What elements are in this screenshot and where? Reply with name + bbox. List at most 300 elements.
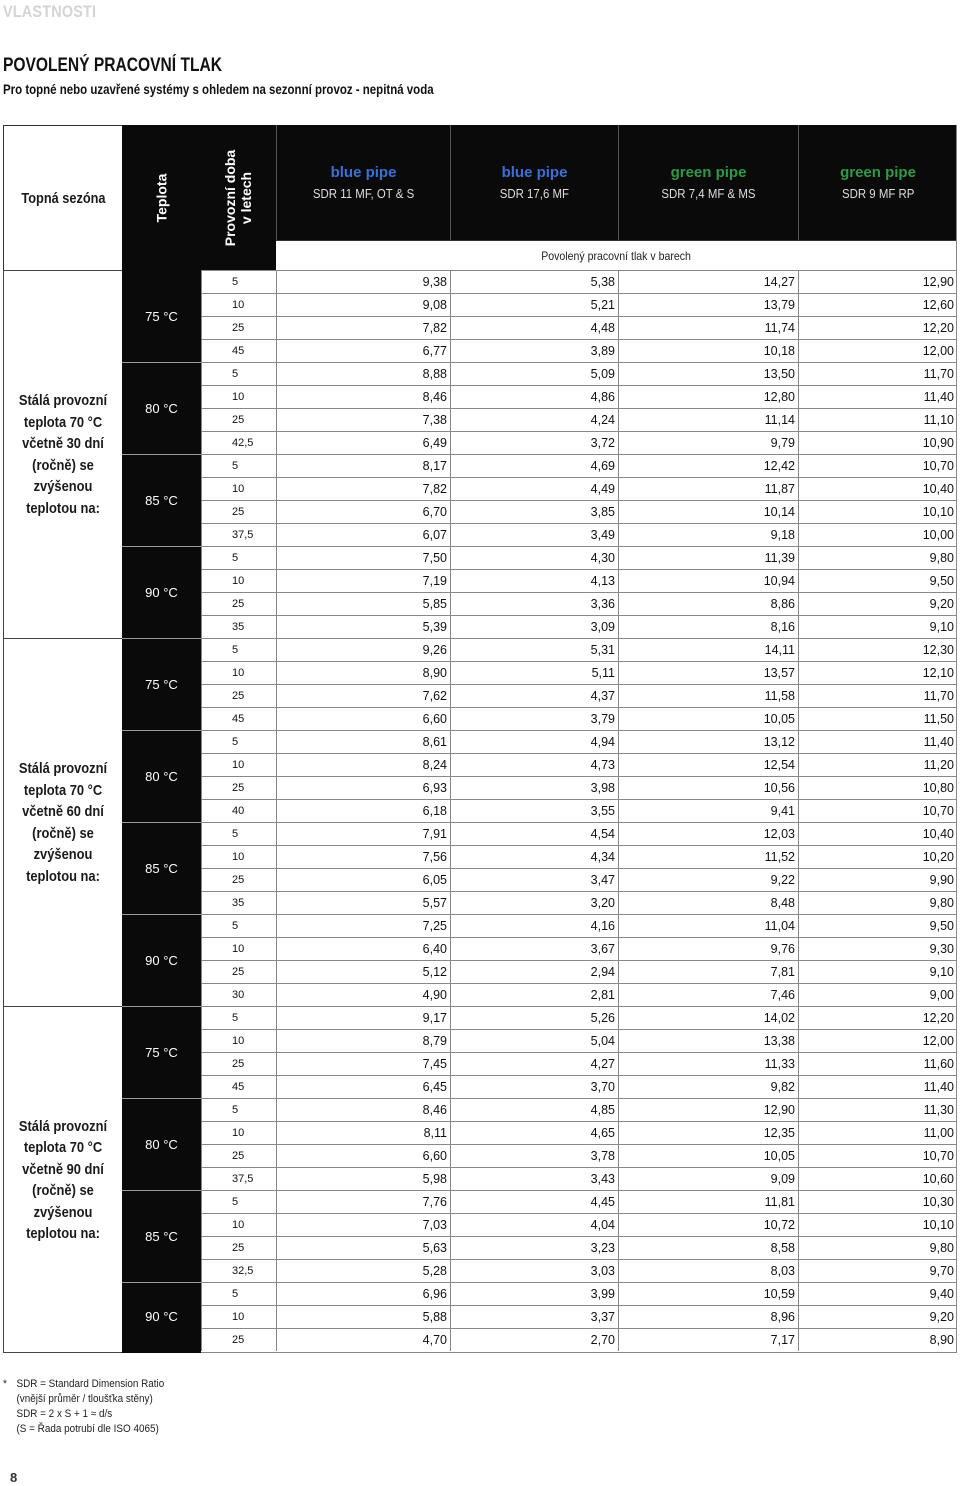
temperature-header: Teplota [122,125,201,270]
pressure-cell: 3,20 [450,892,618,914]
years-cell: 25 [201,501,276,523]
table-row [201,684,957,707]
table-row [201,1006,957,1029]
pipe-header-4 [798,125,957,240]
pressure-cell: 11,87 [618,478,798,500]
pressure-cell: 11,00 [798,1122,957,1144]
temperature-cell: 80 °C [145,1136,178,1152]
years-cell: 45 [201,340,276,362]
temperature-cell: 90 °C [145,584,178,600]
table-row [201,546,957,569]
pressure-cell: 4,65 [450,1122,618,1144]
table-row [201,822,957,845]
years-cell: 5 [201,1191,276,1213]
pressure-cell: 4,24 [450,409,618,431]
table-row [201,1213,957,1236]
pressure-cell: 3,67 [450,938,618,960]
years-cell: 5 [201,363,276,385]
years-cell: 5 [201,271,276,293]
pressure-cell: 11,30 [798,1099,957,1121]
pressure-cell: 5,38 [450,271,618,293]
pressure-cell: 4,27 [450,1053,618,1075]
table-row [201,1121,957,1144]
pressure-cell: 2,94 [450,961,618,983]
pressure-cell: 4,16 [450,915,618,937]
pressure-cell: 12,20 [798,317,957,339]
temperature-cell: 80 °C [145,768,178,784]
pressure-cell: 4,04 [450,1214,618,1236]
pressure-cell: 9,70 [798,1260,957,1282]
years-cell: 45 [201,1076,276,1098]
pressure-cell: 6,40 [276,938,450,960]
pressure-cell: 10,05 [618,1145,798,1167]
pressure-cell: 6,07 [276,524,450,546]
pressure-cell: 10,60 [798,1168,957,1190]
pressure-cell: 5,11 [450,662,618,684]
years-cell: 25 [201,593,276,615]
pressure-cell: 9,76 [618,938,798,960]
pressure-cell: 11,40 [798,1076,957,1098]
temperature-cell: 80 °C [145,400,178,416]
years-cell: 5 [201,455,276,477]
table-row [201,592,957,615]
pressure-cell: 4,34 [450,846,618,868]
pressure-cell: 4,70 [276,1329,450,1351]
pressure-cell: 9,80 [798,892,957,914]
pressure-cell: 6,45 [276,1076,450,1098]
pressure-cell: 6,05 [276,869,450,891]
pressure-cell: 3,85 [450,501,618,523]
page-subtitle: Pro topné nebo uzavřené systémy s ohledem na sezonní provoz - nepitná voda [3,81,434,97]
years-cell: 5 [201,1099,276,1121]
table-row [201,523,957,546]
pressure-cell: 3,23 [450,1237,618,1259]
pressure-cell: 13,50 [618,363,798,385]
pressure-cell: 11,60 [798,1053,957,1075]
pressure-cell: 13,79 [618,294,798,316]
pipe-name: green pipe [670,164,747,181]
pressure-cell: 9,26 [276,639,450,661]
pressure-cell: 4,69 [450,455,618,477]
pressure-cell: 11,58 [618,685,798,707]
table-row [201,270,957,293]
pressure-cell: 9,20 [798,593,957,615]
pressure-cell: 9,18 [618,524,798,546]
pressure-cell: 12,90 [618,1099,798,1121]
years-cell: 5 [201,731,276,753]
pressure-cell: 10,70 [798,455,957,477]
pressure-cell: 11,52 [618,846,798,868]
pressure-cell: 4,94 [450,731,618,753]
pressure-cell: 5,28 [276,1260,450,1282]
pressure-cell: 10,90 [798,432,957,454]
table-row [201,339,957,362]
pressure-cell: 3,55 [450,800,618,822]
table-row [201,1236,957,1259]
years-cell: 25 [201,1329,276,1351]
temperature-separator [122,546,201,547]
pressure-cell: 11,40 [798,386,957,408]
pressure-cell: 3,89 [450,340,618,362]
footnote-line: (vnější průměr / tloušťka stěny) [16,1393,153,1405]
years-cell: 42,5 [201,432,276,454]
temperature-cell: 85 °C [145,492,178,508]
years-cell: 5 [201,639,276,661]
table-row [201,1167,957,1190]
pressure-cell: 8,03 [618,1260,798,1282]
years-cell: 10 [201,662,276,684]
table-row [201,1075,957,1098]
pressure-cell: 8,17 [276,455,450,477]
season-group-90-days: Stálá provozní teplota 70 °C včetně 90 dní (ročně) se zvýšenou teplotou na: [3,1006,122,1353]
pressure-cell: 12,60 [798,294,957,316]
table-row [201,615,957,638]
pressure-cell: 14,02 [618,1007,798,1029]
pressure-cell: 3,36 [450,593,618,615]
years-cell: 32,5 [201,1260,276,1282]
pipe-sdr: SDR 9 MF RP [841,186,915,201]
pressure-cell: 10,10 [798,501,957,523]
pressure-cell: 5,39 [276,616,450,638]
pressure-cell: 3,03 [450,1260,618,1282]
pressure-cell: 10,80 [798,777,957,799]
table-row [201,293,957,316]
pressure-cell: 5,98 [276,1168,450,1190]
pressure-cell: 12,20 [798,1007,957,1029]
pressure-cell: 4,30 [450,547,618,569]
pressure-cell: 2,70 [450,1329,618,1351]
pipe-sdr: SDR 17,6 MF [499,186,570,201]
table-row [201,776,957,799]
pressure-cell: 11,74 [618,317,798,339]
pressure-cell: 7,19 [276,570,450,592]
pressure-cell: 7,25 [276,915,450,937]
years-cell: 40 [201,800,276,822]
pressure-cell: 12,03 [618,823,798,845]
table-row [201,730,957,753]
years-cell: 10 [201,846,276,868]
temperature-separator [122,1006,201,1007]
page-number: 8 [10,1470,18,1485]
temperature-separator [122,638,201,639]
pressure-cell: 3,79 [450,708,618,730]
table-row [201,661,957,684]
pressure-cell: 7,81 [618,961,798,983]
years-cell: 10 [201,294,276,316]
pressure-cell: 9,50 [798,915,957,937]
pressure-cell: 12,35 [618,1122,798,1144]
pressure-cell: 12,42 [618,455,798,477]
pressure-cell: 8,24 [276,754,450,776]
years-cell: 37,5 [201,524,276,546]
table-row [201,960,957,983]
pressure-cell: 3,72 [450,432,618,454]
pressure-unit-label: Povolený pracovní tlak v barech [276,240,957,271]
pressure-cell: 3,43 [450,1168,618,1190]
pressure-cell: 6,96 [276,1283,450,1305]
years-cell: 37,5 [201,1168,276,1190]
temperature-separator [122,730,201,731]
pressure-cell: 4,48 [450,317,618,339]
pressure-cell: 10,00 [798,524,957,546]
footnote-line: SDR = 2 x S + 1 ≈ d/s [16,1408,113,1420]
section-label: VLASTNOSTI [3,2,97,21]
years-cell: 35 [201,616,276,638]
table-row [201,914,957,937]
pressure-cell: 8,48 [618,892,798,914]
pressure-cell: 9,41 [618,800,798,822]
pressure-cell: 9,20 [798,1306,957,1328]
pressure-cell: 4,45 [450,1191,618,1213]
table-row [201,937,957,960]
temperature-cell: 85 °C [145,860,178,876]
pressure-cell: 13,57 [618,662,798,684]
pressure-cell: 8,86 [618,593,798,615]
pressure-cell: 7,76 [276,1191,450,1213]
temperature-cell: 75 °C [145,676,178,692]
table-row [201,362,957,385]
pressure-cell: 7,45 [276,1053,450,1075]
years-cell: 25 [201,777,276,799]
pressure-cell: 5,63 [276,1237,450,1259]
pressure-cell: 9,38 [276,271,450,293]
pressure-cell: 6,49 [276,432,450,454]
years-cell: 25 [201,685,276,707]
table-row [201,408,957,431]
pressure-cell: 8,90 [276,662,450,684]
table-row [201,1282,957,1305]
pressure-cell: 9,50 [798,570,957,592]
pressure-cell: 10,40 [798,478,957,500]
pressure-cell: 4,73 [450,754,618,776]
table-row [201,707,957,730]
table-row [201,983,957,1006]
years-cell: 10 [201,754,276,776]
pressure-cell: 10,40 [798,823,957,845]
years-cell: 25 [201,1053,276,1075]
table-row [201,845,957,868]
pressure-cell: 10,94 [618,570,798,592]
pressure-cell: 9,80 [798,1237,957,1259]
years-cell: 10 [201,570,276,592]
table-row [201,1052,957,1075]
table-row [201,1190,957,1213]
pressure-cell: 12,80 [618,386,798,408]
pressure-cell: 3,09 [450,616,618,638]
pressure-cell: 11,33 [618,1053,798,1075]
pressure-cell: 3,49 [450,524,618,546]
pressure-cell: 12,10 [798,662,957,684]
pressure-cell: 4,13 [450,570,618,592]
pressure-cell: 7,56 [276,846,450,868]
years-cell: 10 [201,938,276,960]
pressure-cell: 13,38 [618,1030,798,1052]
pressure-cell: 10,56 [618,777,798,799]
years-cell: 25 [201,869,276,891]
years-cell: 10 [201,1030,276,1052]
table-row [201,316,957,339]
pressure-cell: 9,10 [798,616,957,638]
pressure-cell: 9,90 [798,869,957,891]
pressure-cell: 10,70 [798,1145,957,1167]
pressure-cell: 4,85 [450,1099,618,1121]
pressure-cell: 8,46 [276,386,450,408]
years-cell: 25 [201,961,276,983]
pressure-cell: 11,39 [618,547,798,569]
pressure-cell: 7,62 [276,685,450,707]
pressure-cell: 7,91 [276,823,450,845]
pressure-cell: 3,47 [450,869,618,891]
pressure-cell: 11,14 [618,409,798,431]
years-cell: 5 [201,823,276,845]
table-row [201,454,957,477]
season-group-30-days: Stálá provozní teplota 70 °C včetně 30 dní (ročně) se zvýšenou teplotou na: [3,270,122,638]
pressure-cell: 5,26 [450,1007,618,1029]
years-cell: 25 [201,1145,276,1167]
pressure-cell: 7,82 [276,317,450,339]
temperature-cell: 85 °C [145,1228,178,1244]
years-cell: 10 [201,1306,276,1328]
pressure-cell: 2,81 [450,984,618,1006]
pressure-cell: 10,14 [618,501,798,523]
table-row [201,477,957,500]
pressure-cell: 9,10 [798,961,957,983]
pressure-cell: 7,46 [618,984,798,1006]
pressure-cell: 7,03 [276,1214,450,1236]
pressure-cell: 8,90 [798,1329,957,1351]
temperature-cell: 75 °C [145,308,178,324]
pipe-sdr: SDR 7,4 MF & MS [661,186,756,201]
temperature-separator [122,1190,201,1191]
table-row [201,868,957,891]
pressure-cell: 5,85 [276,593,450,615]
pressure-cell: 6,70 [276,501,450,523]
pipe-header-2 [450,125,618,240]
table-row [201,1259,957,1282]
table-row [201,1305,957,1328]
pressure-cell: 8,46 [276,1099,450,1121]
pipe-header-1 [276,125,450,240]
pressure-cell: 5,04 [450,1030,618,1052]
years-cell: 25 [201,317,276,339]
temperature-cell: 90 °C [145,1309,178,1324]
table-row [201,753,957,776]
pressure-cell: 10,10 [798,1214,957,1236]
pipe-sdr: SDR 11 MF, OT & S [312,186,415,201]
pressure-cell: 11,81 [618,1191,798,1213]
table-row [201,500,957,523]
pressure-cell: 9,00 [798,984,957,1006]
pressure-cell: 7,82 [276,478,450,500]
pipe-name: green pipe [840,164,916,181]
service-years-header: Provozní doba v letech [201,125,276,270]
pressure-cell: 4,86 [450,386,618,408]
pressure-cell: 11,70 [798,363,957,385]
pressure-cell: 5,09 [450,363,618,385]
pressure-cell: 12,30 [798,639,957,661]
pressure-cell: 7,38 [276,409,450,431]
pipe-name: blue pipe [330,164,397,181]
pressure-cell: 5,88 [276,1306,450,1328]
years-cell: 10 [201,478,276,500]
footnote-marker: * [3,1378,7,1390]
years-cell: 30 [201,984,276,1006]
table-row [201,1029,957,1052]
years-cell: 5 [201,915,276,937]
pressure-cell: 10,70 [798,800,957,822]
pressure-cell: 9,09 [618,1168,798,1190]
pressure-cell: 8,58 [618,1237,798,1259]
pressure-cell: 12,54 [618,754,798,776]
table-row [201,1144,957,1167]
temperature-cell: 90 °C [145,952,178,968]
years-cell: 5 [201,1283,276,1305]
pressure-cell: 9,17 [276,1007,450,1029]
pressure-cell: 4,37 [450,685,618,707]
pressure-cell: 5,31 [450,639,618,661]
pressure-cell: 9,30 [798,938,957,960]
table-border [956,125,957,1353]
pressure-cell: 8,11 [276,1122,450,1144]
pressure-cell: 10,20 [798,846,957,868]
table-row [201,385,957,408]
pressure-cell: 11,20 [798,754,957,776]
pressure-cell: 10,72 [618,1214,798,1236]
pressure-cell: 8,88 [276,363,450,385]
pressure-cell: 14,27 [618,271,798,293]
footnote [3,1377,182,1437]
years-cell: 5 [201,1007,276,1029]
table-row [201,799,957,822]
pressure-cell: 12,00 [798,1030,957,1052]
pressure-cell: 5,57 [276,892,450,914]
pressure-cell: 3,98 [450,777,618,799]
table-border [201,1352,957,1353]
years-cell: 10 [201,1214,276,1236]
temperature-cell: 75 °C [145,1044,178,1060]
pressure-cell: 12,90 [798,271,957,293]
pressure-cell: 7,17 [618,1329,798,1351]
pressure-cell: 6,93 [276,777,450,799]
pressure-cell: 9,82 [618,1076,798,1098]
pressure-cell: 5,12 [276,961,450,983]
years-cell: 45 [201,708,276,730]
pressure-cell: 8,16 [618,616,798,638]
pressure-cell: 7,50 [276,547,450,569]
temperature-separator [122,822,201,823]
footnote-line: (S = Řada potrubí dle ISO 4065) [16,1423,159,1435]
pressure-cell: 8,79 [276,1030,450,1052]
years-cell: 25 [201,409,276,431]
temperature-separator [122,914,201,915]
pressure-cell: 8,96 [618,1306,798,1328]
pressure-cell: 12,00 [798,340,957,362]
years-cell: 35 [201,892,276,914]
years-cell: 10 [201,1122,276,1144]
pressure-cell: 11,70 [798,685,957,707]
pressure-cell: 5,21 [450,294,618,316]
pressure-cell: 11,40 [798,731,957,753]
pressure-cell: 6,18 [276,800,450,822]
pressure-cell: 6,60 [276,708,450,730]
footnote-line: SDR = Standard Dimension Ratio [16,1378,165,1390]
table-row [201,431,957,454]
pipe-header-3 [618,125,798,240]
pressure-cell: 4,90 [276,984,450,1006]
pressure-cell: 10,18 [618,340,798,362]
years-cell: 5 [201,547,276,569]
page-title: POVOLENÝ PRACOVNÍ TLAK [3,55,223,76]
